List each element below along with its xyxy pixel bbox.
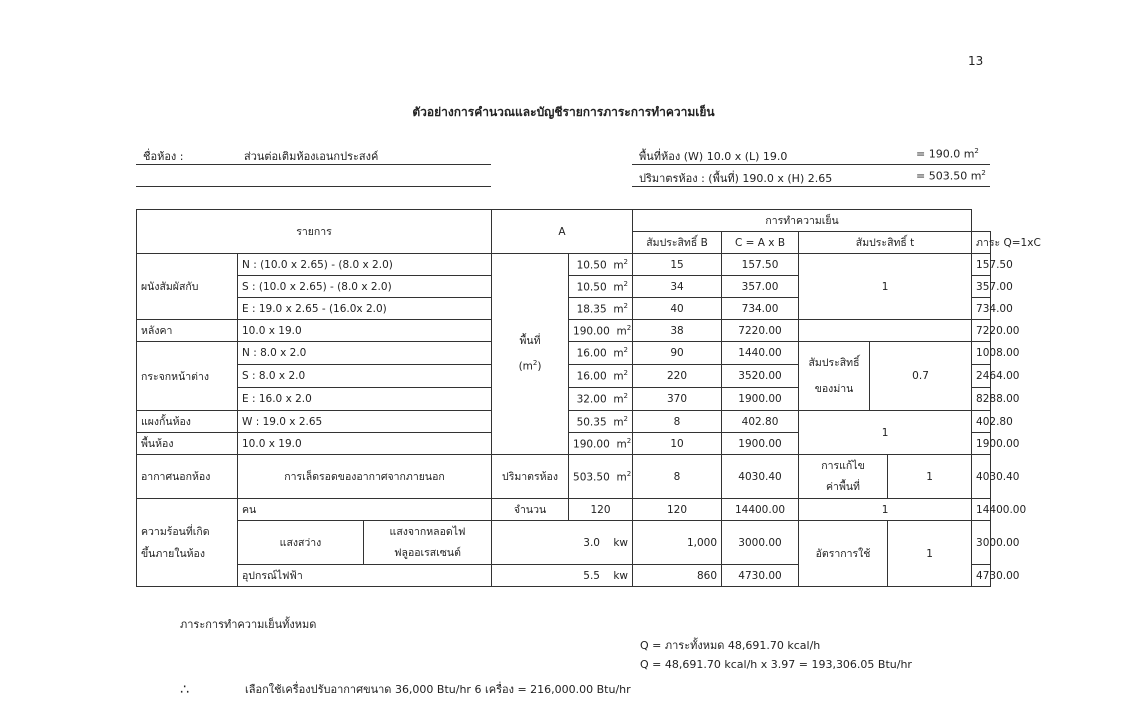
outside-air-q: 4030.40: [972, 455, 991, 499]
header-q: ภาระ Q=1xC: [972, 232, 991, 254]
row-q: 357.00: [972, 276, 991, 298]
row-c: 3520.00: [722, 365, 799, 388]
room-name-value: ส่วนต่อเติมห้องเอนกประสงค์: [244, 150, 379, 163]
outside-air-a-label: ปริมาตรห้อง: [492, 455, 569, 499]
row-q: 1008.00: [972, 342, 991, 365]
row-q: 1900.00: [972, 433, 991, 455]
window-label: กระจกหน้าต่าง: [137, 342, 238, 411]
row-q: 8288.00: [972, 388, 991, 411]
selection-text: เลือกใช้เครื่องปรับอากาศขนาด 36,000 Btu/hr 6 เครื่อง = 216,000.00 Btu/hr: [245, 683, 631, 696]
area-value: = 190.0 $m^2$: [916, 147, 979, 161]
room-name-label: ชื่อห้อง :: [143, 150, 184, 163]
row-desc: E : 16.0 x 2.0: [238, 388, 492, 411]
therefore-symbol: ∴: [180, 682, 189, 698]
area-unit: $(m^2)$: [518, 359, 542, 373]
row-q: 157.50: [972, 254, 991, 276]
row-c: 157.50: [722, 254, 799, 276]
room-name-underline: [136, 164, 491, 165]
row-desc: W : 19.0 x 2.65: [238, 411, 492, 433]
area-underline: [632, 164, 990, 165]
t-roof-empty: [799, 320, 972, 342]
equipment-b: 860: [633, 565, 722, 587]
roof-label: หลังคา: [137, 320, 238, 342]
usage-rate-label: อัตราการใช้: [799, 521, 888, 587]
row-desc: N : 8.0 x 2.0: [238, 342, 492, 365]
row-a: 190.00 $m^2$: [569, 433, 633, 455]
outside-air-label: อากาศนอกห้อง: [137, 455, 238, 499]
row-desc: 10.0 x 19.0: [238, 320, 492, 342]
people-a-label: จำนวน: [492, 499, 569, 521]
page-title: ตัวอย่างการคำนวณและบัญชีรายการภาระการทำความเย็น: [412, 105, 715, 119]
outside-air-a: 503.50 $m^2$: [569, 455, 633, 499]
partition-label: แผงกั้นห้อง: [137, 411, 238, 433]
row-c: 1900.00: [722, 388, 799, 411]
volume-text: ปริมาตรห้อง : (พื้นที่) 190.0 x (H) 2.65: [639, 172, 833, 185]
light-type: แสงจากหลอดไฟ ฟลูออเรสเซนต์: [364, 521, 492, 565]
people-q: 14400.00: [972, 499, 991, 521]
row-c: 402.80: [722, 411, 799, 433]
row-a: 32.00 $m^2$: [569, 388, 633, 411]
correction-label: การแก้ไข ค่าพื้นที่: [799, 455, 888, 499]
area-text: พื้นที่ห้อง (W) 10.0 x (L) 19.0: [639, 150, 788, 163]
row-q: 402.80: [972, 411, 991, 433]
row-a: 190.00 $m^2$: [569, 320, 633, 342]
header-t: สัมประสิทธิ์ t: [799, 232, 972, 254]
wall-label: ผนังสัมผัสกับ: [137, 254, 238, 320]
header-cooling: การทำความเย็น: [633, 210, 972, 232]
row-q: 2464.00: [972, 365, 991, 388]
row-b: 8: [633, 411, 722, 433]
volume-value: = 503.50 $m^2$: [916, 169, 986, 183]
row-c: 1440.00: [722, 342, 799, 365]
row-a: 18.35 $m^2$: [569, 298, 633, 320]
row-a: 16.00 $m^2$: [569, 342, 633, 365]
room-name-underline-2: [136, 186, 491, 187]
shade-coefficient-value: 0.7: [870, 342, 972, 411]
summary-line-2: Q = 48,691.70 kcal/h x 3.97 = 193,306.05 Btu/hr: [640, 658, 912, 671]
people-label: คน: [238, 499, 492, 521]
row-a: 10.50 $m^2$: [569, 276, 633, 298]
row-c: 357.00: [722, 276, 799, 298]
light-c: 3000.00: [722, 521, 799, 565]
row-b: 90: [633, 342, 722, 365]
header-a: A: [492, 210, 633, 254]
row-q: 734.00: [972, 298, 991, 320]
correction-value: 1: [888, 455, 972, 499]
outside-air-c: 4030.40: [722, 455, 799, 499]
floor-label: พื้นห้อง: [137, 433, 238, 455]
row-c: 734.00: [722, 298, 799, 320]
page-number: 13: [968, 54, 984, 68]
t-wall: 1: [799, 254, 972, 320]
row-desc: S : (10.0 x 2.65) - (8.0 x 2.0): [238, 276, 492, 298]
row-b: 34: [633, 276, 722, 298]
row-a: 10.50 $m^2$: [569, 254, 633, 276]
t-partition-floor: 1: [799, 411, 972, 455]
row-b: 38: [633, 320, 722, 342]
outside-air-b: 8: [633, 455, 722, 499]
area-label: พื้นที่: [519, 335, 541, 348]
row-a: 50.35 $m^2$: [569, 411, 633, 433]
row-desc: N : (10.0 x 2.65) - (8.0 x 2.0): [238, 254, 492, 276]
equipment-label: อุปกรณ์ไฟฟ้า: [238, 565, 492, 587]
usage-rate-value: 1: [888, 521, 972, 587]
people-a: 120: [569, 499, 633, 521]
row-desc: E : 19.0 x 2.65 - (16.0x 2.0): [238, 298, 492, 320]
summary-line-1: Q = ภาระทั้งหมด 48,691.70 kcal/h: [640, 639, 821, 652]
row-b: 10: [633, 433, 722, 455]
volume-underline: [632, 186, 990, 187]
area-unit-cell: [492, 254, 569, 455]
row-b: 370: [633, 388, 722, 411]
equipment-c: 4730.00: [722, 565, 799, 587]
row-b: 15: [633, 254, 722, 276]
row-q: 7220.00: [972, 320, 991, 342]
row-desc: S : 8.0 x 2.0: [238, 365, 492, 388]
row-desc: 10.0 x 19.0: [238, 433, 492, 455]
shade-coefficient-label: สัมประสิทธิ์ ของม่าน: [799, 342, 870, 411]
equipment-a: 5.5 kw: [492, 565, 633, 587]
internal-heat-label: ความร้อนที่เกิด ขึ้นภายในห้อง: [137, 499, 238, 587]
outside-air-desc: การเล็ดรอดของอากาศจากภายนอก: [238, 455, 492, 499]
row-b: 220: [633, 365, 722, 388]
light-b: 1,000: [633, 521, 722, 565]
header-items: รายการ: [137, 210, 492, 254]
light-q: 3000.00: [972, 521, 991, 565]
row-a: 16.00 $m^2$: [569, 365, 633, 388]
light-label: แสงสว่าง: [238, 521, 364, 565]
people-t: 1: [799, 499, 972, 521]
equipment-q: 4730.00: [972, 565, 991, 587]
people-b: 120: [633, 499, 722, 521]
summary-label: ภาระการทำความเย็นทั้งหมด: [180, 618, 317, 631]
light-a: 3.0 kw: [492, 521, 633, 565]
header-b: สัมประสิทธิ์ B: [633, 232, 722, 254]
people-c: 14400.00: [722, 499, 799, 521]
row-b: 40: [633, 298, 722, 320]
cooling-load-table: [136, 209, 1041, 587]
header-c: C = A x B: [722, 232, 799, 254]
row-c: 1900.00: [722, 433, 799, 455]
row-c: 7220.00: [722, 320, 799, 342]
